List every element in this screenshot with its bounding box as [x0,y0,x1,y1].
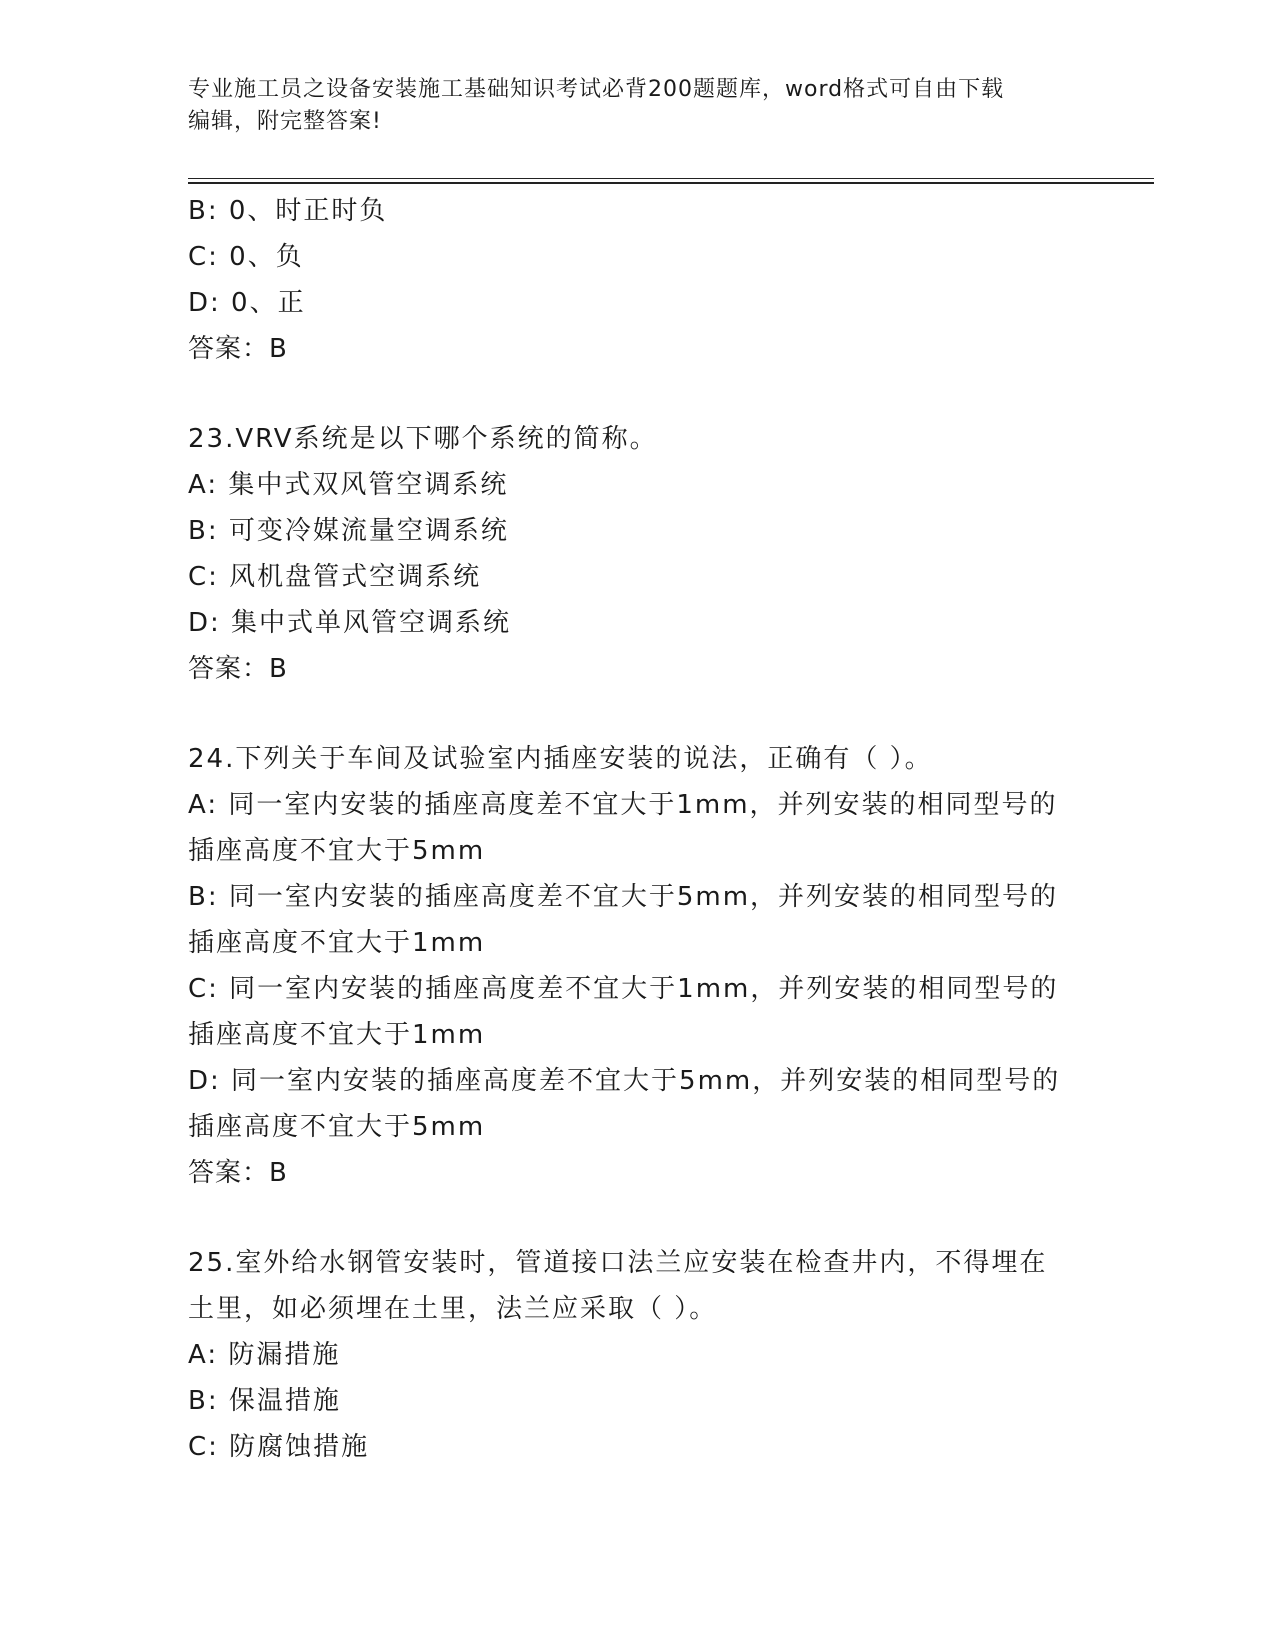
question-24 [188,736,1088,1196]
option-a: A: 同一室内安装的插座高度差不宜大于1mm，并列安装的相同型号的 [188,790,1058,820]
option-b: B: 可变冷媒流量空调系统 [188,516,509,546]
question-text-continued: 土里，如必须埋在土里，法兰应采取（ ）。 [188,1294,718,1324]
option-c: C: 0、负 [188,242,304,272]
question-23 [188,416,1088,692]
question-text: 25.室外给水钢管安装时，管道接口法兰应安装在检查井内，不得埋在 [188,1248,1048,1278]
option-a: A: 防漏措施 [188,1340,341,1370]
option-d: D: 同一室内安装的插座高度差不宜大于5mm，并列安装的相同型号的 [188,1066,1061,1096]
option-c: C: 防腐蚀措施 [188,1432,370,1462]
option-d: D: 集中式单风管空调系统 [188,608,512,638]
question-22 [188,188,1088,372]
question-text: 24.下列关于车间及试验室内插座安装的说法，正确有（ ）。 [188,744,933,774]
option-c: C: 同一室内安装的插座高度差不宜大于1mm，并列安装的相同型号的 [188,974,1059,1004]
header-divider-bottom [188,182,1154,184]
question-content [188,188,1088,1470]
document-header [188,74,1088,138]
answer-label: 答案：B [188,334,288,364]
option-b-continued: 插座高度不宜大于1mm [188,928,486,958]
option-a: A: 集中式双风管空调系统 [188,470,509,500]
question-text: 23.VRV系统是以下哪个系统的简称。 [188,424,658,454]
option-c: C: 风机盘管式空调系统 [188,562,482,592]
question-25 [188,1240,1088,1470]
option-b: B: 0、时正时负 [188,196,388,226]
option-a-continued: 插座高度不宜大于5mm [188,836,486,866]
option-b: B: 同一室内安装的插座高度差不宜大于5mm，并列安装的相同型号的 [188,882,1059,912]
answer-label: 答案：B [188,1158,288,1188]
option-d: D: 0、正 [188,288,306,318]
option-b: B: 保温措施 [188,1386,341,1416]
answer-label: 答案：B [188,654,288,684]
header-divider-top [188,178,1154,179]
option-c-continued: 插座高度不宜大于1mm [188,1020,486,1050]
option-d-continued: 插座高度不宜大于5mm [188,1112,486,1142]
header-title-line-2: 编辑，附完整答案! [188,109,382,134]
header-title-line-1: 专业施工员之设备安装施工基础知识考试必背200题题库，word格式可自由下载 [188,77,1005,102]
